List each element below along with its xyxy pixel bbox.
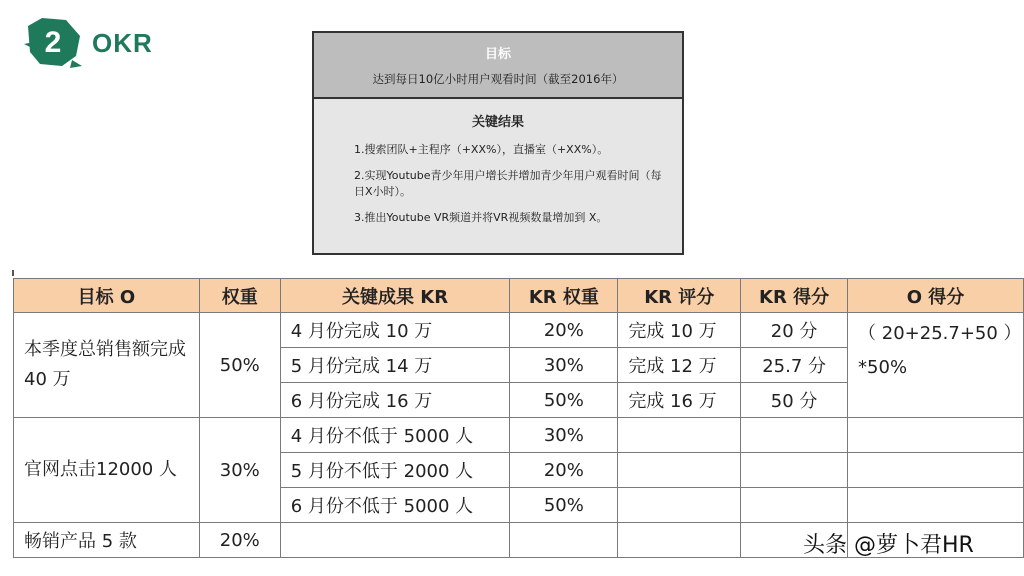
header-kr-rating: KR 评分 bbox=[618, 279, 741, 313]
kr-rating-cell: 完成 12 万 bbox=[618, 348, 741, 383]
objective-title: 目标 bbox=[484, 47, 511, 62]
o-score-cell bbox=[848, 488, 1024, 523]
kr-score-cell bbox=[741, 418, 848, 453]
key-result-item: 1.搜索团队+主程序（+XX%），直播室（+XX%）。 bbox=[354, 143, 609, 156]
okr-example-card bbox=[312, 31, 684, 255]
logo-brand-text: OKR bbox=[92, 28, 153, 58]
weight-cell: 30% bbox=[199, 418, 280, 523]
objective-cell: 畅销产品 5 款 bbox=[14, 523, 200, 558]
objective-text: 达到每日10亿小时用户观看时间（截至2016年） bbox=[372, 72, 624, 86]
okr-scoring-table bbox=[13, 278, 1024, 558]
table-header-row bbox=[14, 279, 1024, 313]
okr-logo bbox=[22, 14, 162, 70]
kr-cell: 4 月份完成 10 万 bbox=[280, 313, 510, 348]
watermark-text bbox=[803, 528, 974, 559]
o-score-cell: （ 20+25.7+50 ）*50% bbox=[848, 313, 1024, 418]
kr-cell: 6 月份不低于 5000 人 bbox=[280, 488, 510, 523]
kr-score-cell bbox=[741, 488, 848, 523]
kr-weight-cell bbox=[510, 523, 618, 558]
key-results-list bbox=[314, 142, 682, 226]
objective-cell: 本季度总销售额完成 40 万 bbox=[14, 313, 200, 418]
kr-cell: 6 月份完成 16 万 bbox=[280, 383, 510, 418]
kr-weight-cell: 20% bbox=[510, 453, 618, 488]
kr-rating-cell bbox=[618, 418, 741, 453]
kr-weight-cell: 30% bbox=[510, 348, 618, 383]
objective-section bbox=[314, 33, 682, 99]
table-row bbox=[14, 418, 1024, 453]
weight-cell: 50% bbox=[199, 313, 280, 418]
kr-rating-cell bbox=[618, 453, 741, 488]
okr-number-badge-icon bbox=[22, 14, 84, 70]
kr-cell bbox=[280, 523, 510, 558]
objective-cell: 官网点击12000 人 bbox=[14, 418, 200, 523]
kr-score-cell: 20 分 bbox=[741, 313, 848, 348]
kr-cell: 5 月份完成 14 万 bbox=[280, 348, 510, 383]
kr-cell: 5 月份不低于 2000 人 bbox=[280, 453, 510, 488]
watermark-label: 头条 @萝卜君HR bbox=[803, 533, 974, 558]
kr-score-cell: 50 分 bbox=[741, 383, 848, 418]
kr-weight-cell: 30% bbox=[510, 418, 618, 453]
kr-score-cell bbox=[741, 453, 848, 488]
weight-cell: 20% bbox=[199, 523, 280, 558]
kr-rating-cell: 完成 10 万 bbox=[618, 313, 741, 348]
kr-weight-cell: 50% bbox=[510, 488, 618, 523]
o-score-cell bbox=[848, 453, 1024, 488]
table-row bbox=[14, 313, 1024, 348]
header-weight: 权重 bbox=[199, 279, 280, 313]
kr-weight-cell: 50% bbox=[510, 383, 618, 418]
header-o-score: O 得分 bbox=[848, 279, 1024, 313]
kr-rating-cell bbox=[618, 523, 741, 558]
kr-weight-cell: 20% bbox=[510, 313, 618, 348]
kr-cell: 4 月份不低于 5000 人 bbox=[280, 418, 510, 453]
divider-mark bbox=[12, 270, 14, 276]
logo-number: 2 bbox=[44, 26, 62, 59]
kr-rating-cell: 完成 16 万 bbox=[618, 383, 741, 418]
kr-score-cell: 25.7 分 bbox=[741, 348, 848, 383]
key-result-item: 3.推出Youtube VR频道并将VR视频数量增加到 X。 bbox=[354, 211, 608, 224]
key-result-item: 2.实现Youtube青少年用户增长并增加青少年用户观看时间（每日X小时）。 bbox=[354, 169, 662, 198]
kr-rating-cell bbox=[618, 488, 741, 523]
header-key-result: 关键成果 KR bbox=[280, 279, 510, 313]
o-score-cell bbox=[848, 418, 1024, 453]
key-results-title: 关键结果 bbox=[471, 115, 524, 130]
header-kr-weight: KR 权重 bbox=[510, 279, 618, 313]
header-kr-score: KR 得分 bbox=[741, 279, 848, 313]
header-objective: 目标 O bbox=[14, 279, 200, 313]
